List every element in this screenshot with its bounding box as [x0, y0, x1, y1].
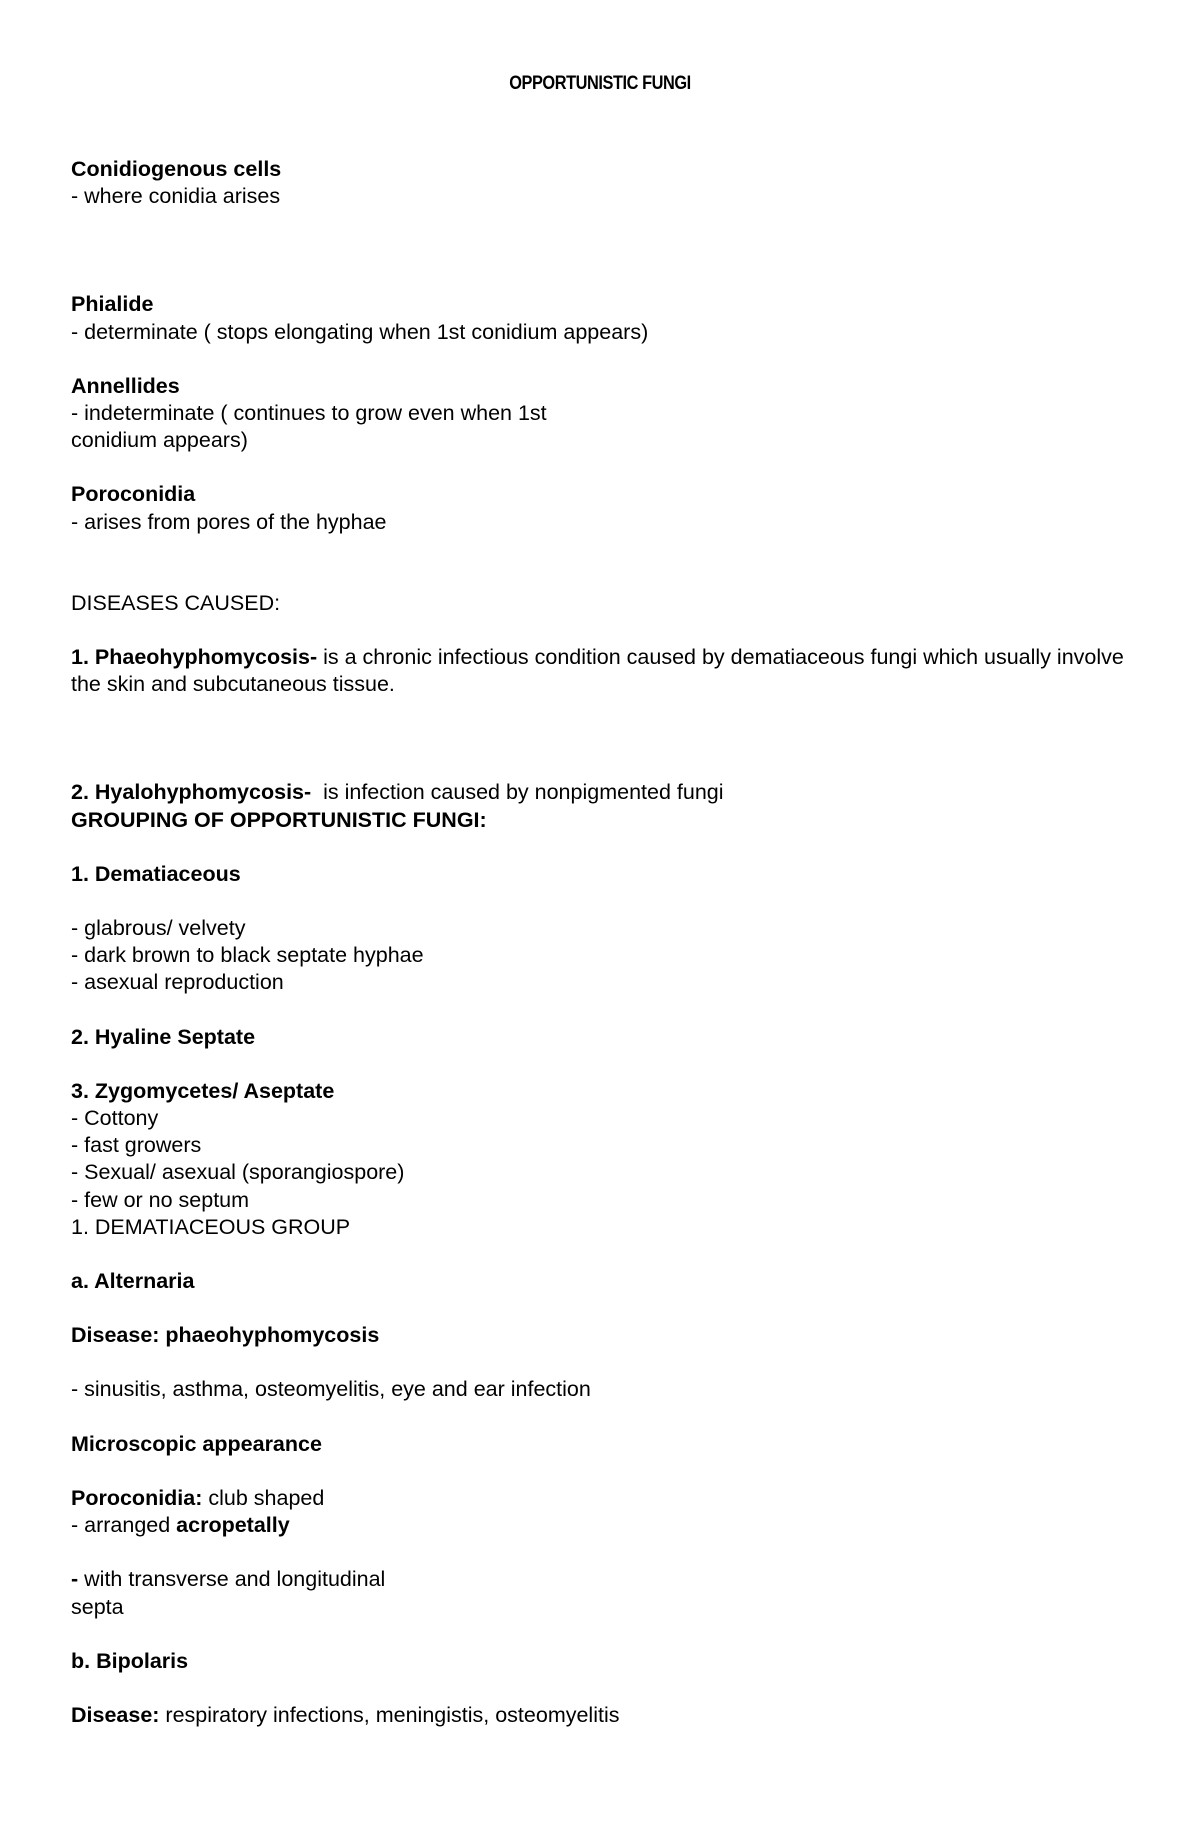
microscopic-heading: Microscopic appearance: [71, 1431, 322, 1456]
annellides-text-2: conidium appears): [71, 428, 248, 453]
arrangement-line: [71, 1512, 1131, 1539]
group-3-item: - Sexual/ asexual (sporangiospore): [71, 1160, 405, 1185]
disease-item-1-text: is a chronic infectious condition caused by dematiaceous fungi which usually involve the skin and subcutaneous tissue.: [71, 645, 1124, 697]
phialide-text: - determinate ( stops elongating when 1st conidium appears): [71, 319, 649, 344]
group-2-heading: 2. Hyaline Septate: [71, 1024, 256, 1049]
arrangement-term: acropetally: [176, 1513, 290, 1538]
bipolaris-heading: b. Bipolaris: [71, 1648, 189, 1673]
group-3-item: - fast growers: [71, 1133, 202, 1158]
poroconidia-term: Poroconidia:: [71, 1485, 203, 1510]
disease-item-1: [71, 644, 1131, 698]
poroconidia-heading: Poroconidia: [71, 482, 196, 507]
conidiogenous-heading: Conidiogenous cells: [71, 157, 282, 181]
conidiogenous-text: - where conidia arises: [71, 184, 281, 209]
poroconidia-shape: club shaped: [202, 1485, 325, 1510]
disease-item-2: [71, 779, 1131, 806]
group-1-item: - asexual reproduction: [71, 970, 284, 995]
alternaria-heading: a. Alternaria: [71, 1269, 195, 1294]
septa-dash: -: [71, 1567, 79, 1592]
septa-line-1: [71, 1566, 1131, 1593]
poroconidia-description: [71, 1485, 1131, 1512]
bipolaris-disease: [71, 1702, 1131, 1729]
diseases-heading: DISEASES CAUSED:: [71, 590, 281, 615]
alternaria-disease-list: - sinusitis, asthma, osteomyelitis, eye and ear infection: [71, 1377, 591, 1402]
bipolaris-disease-term: Disease:: [71, 1702, 160, 1727]
arrangement-text: - arranged: [71, 1513, 177, 1538]
disease-item-2-term: 2. Hyalohyphomycosis-: [71, 780, 312, 805]
disease-item-2-text: is infection caused by nonpigmented fungi: [311, 780, 724, 805]
group-3-item: - few or no septum: [71, 1187, 250, 1212]
grouping-heading: GROUPING OF OPPORTUNISTIC FUNGI:: [71, 807, 487, 832]
annellides-text-1: - indeterminate ( continues to grow even when 1st: [71, 401, 547, 426]
phialide-heading: Phialide: [71, 292, 154, 317]
alternaria-disease: Disease: phaeohyphomycosis: [71, 1323, 380, 1348]
group-3-item: - Cottony: [71, 1106, 159, 1131]
annellides-heading: Annellides: [71, 373, 180, 398]
document-body: [71, 156, 1131, 1729]
dematiaceous-group-heading: 1. DEMATIACEOUS GROUP: [71, 1214, 351, 1239]
group-3-heading: 3. Zygomycetes/ Aseptate: [71, 1078, 335, 1103]
septa-line-2: septa: [71, 1594, 124, 1619]
septa-text: with transverse and longitudinal: [78, 1567, 386, 1592]
bipolaris-disease-text: respiratory infections, meningistis, osteomyelitis: [159, 1702, 620, 1727]
document-title: OPPORTUNISTIC FUNGI: [509, 73, 691, 94]
disease-item-1-term: 1. Phaeohyphomycosis-: [71, 645, 318, 670]
poroconidia-text: - arises from pores of the hyphae: [71, 509, 387, 534]
group-1-item: - dark brown to black septate hyphae: [71, 943, 424, 968]
group-1-item: - glabrous/ velvety: [71, 916, 246, 941]
group-1-heading: 1. Dematiaceous: [71, 861, 241, 886]
